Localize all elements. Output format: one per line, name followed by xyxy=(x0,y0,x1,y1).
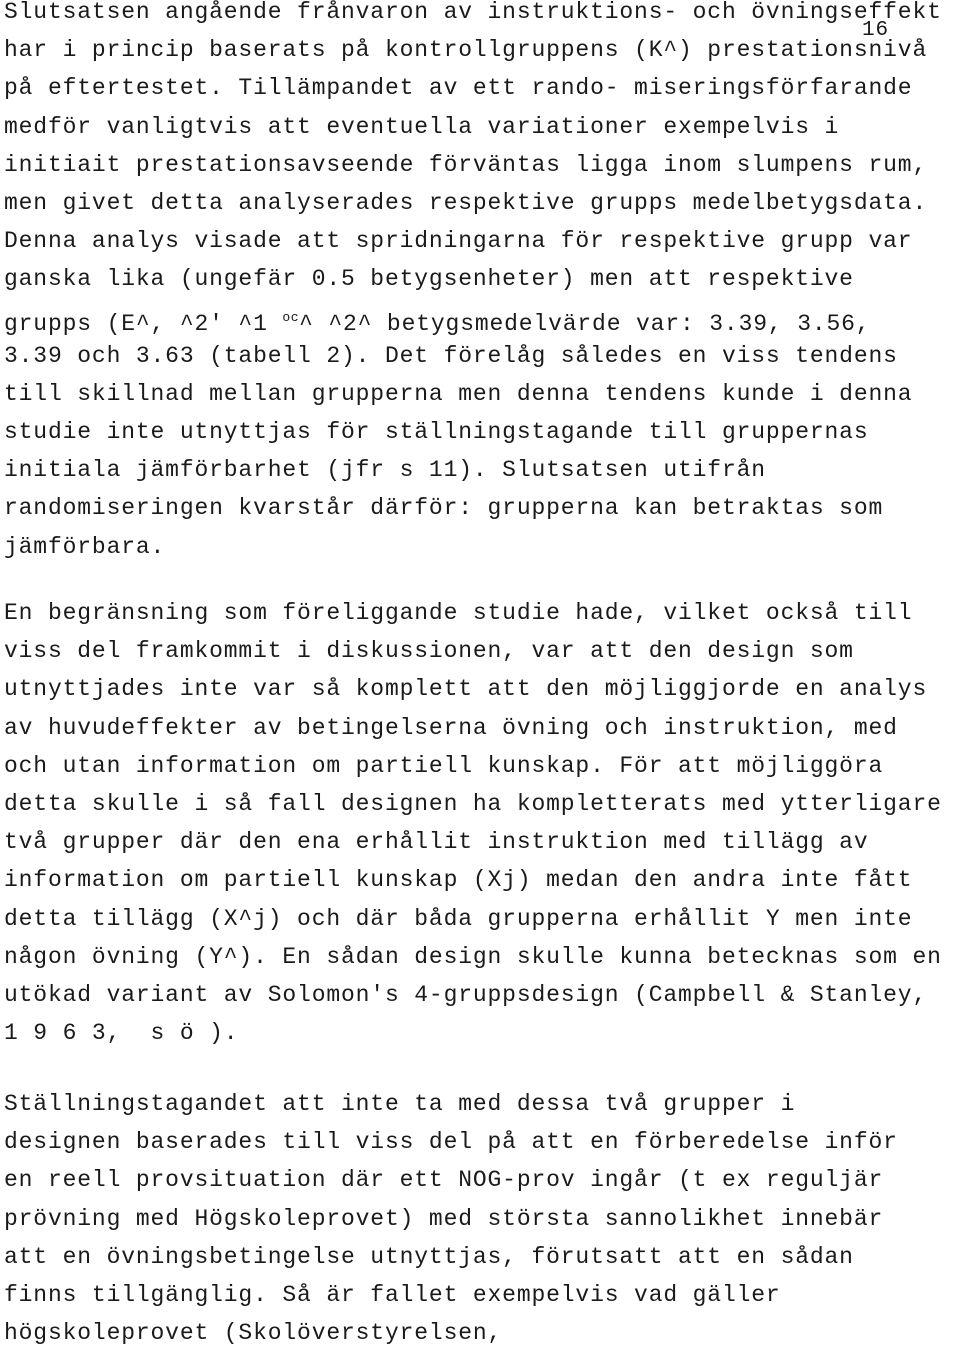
text-line: Slutsatsen angående frånvaron av instruktions- och övningseffekt xyxy=(4,0,942,25)
text-line-with-superscript xyxy=(4,306,942,344)
text-line: information om partiell kunskap (Xj) medan den andra inte fått xyxy=(4,867,913,894)
page-number: 16 xyxy=(862,19,889,42)
text-line: av huvudeffekter av betingelserna övning och instruktion, med xyxy=(4,714,898,741)
text-line: studie inte utnyttjas för ställningstagande till gruppernas xyxy=(4,419,869,446)
text-line: prövning med Högskoleprovet) med största sannolikhet innebär xyxy=(4,1205,884,1232)
text-line: randomiseringen kvarstår därför: grupperna kan betraktas som xyxy=(4,495,884,522)
text-line: på eftertestet. Tillämpandet av ett rando- miseringsförfarande xyxy=(4,75,913,102)
text-line: ganska lika (ungefär 0.5 betygsenheter) men att respektive xyxy=(4,266,854,293)
text-line: designen baserades till viss del på att en förberedelse inför xyxy=(4,1129,898,1156)
text-line: detta skulle i så fall designen ha kompletterats med ytterligare xyxy=(4,790,942,817)
text-line: har i princip baserats på kontrollgruppens (K^) prestationsnivå xyxy=(4,37,928,64)
superscript-text: oc xyxy=(282,309,300,325)
text-segment: ^ ^2^ betygsmedelvärde var: 3.39, 3.56, xyxy=(299,310,871,337)
text-line: och utan information om partiell kunskap. För att möjliggöra xyxy=(4,752,884,779)
text-line: två grupper där den ena erhållit instruktion med tillägg av xyxy=(4,829,869,856)
text-line: utökad variant av Solomon's 4-gruppsdesign (Campbell & Stanley, xyxy=(4,981,928,1008)
text-line: 3.39 och 3.63 (tabell 2). Det förelåg således en viss tendens xyxy=(4,342,898,369)
text-line: initiait prestationsavseende förväntas ligga inom slumpens rum, xyxy=(4,151,928,178)
text-line: någon övning (Y^). En sådan design skulle kunna betecknas som en xyxy=(4,943,942,970)
text-line: medför vanligtvis att eventuella variationer exempelvis i xyxy=(4,113,840,140)
text-line: En begränsning som föreliggande studie hade, vilket också till xyxy=(4,600,913,626)
text-line: finns tillgänglig. Så är fallet exempelvis vad gäller xyxy=(4,1281,781,1308)
text-line: utnyttjades inte var så komplett att den möjliggjorde en analys xyxy=(4,676,928,703)
paragraph-1 xyxy=(4,0,942,573)
text-line: men givet detta analyserades respektive grupps medelbetygsdata. xyxy=(4,189,928,216)
text-line: Denna analys visade att spridningarna för respektive grupp var xyxy=(4,228,913,255)
text-line: initiala jämförbarhet (jfr s 11). Slutsatsen utifrån xyxy=(4,457,766,484)
text-line: en reell provsituation där ett NOG-prov ingår (t ex reguljär xyxy=(4,1167,884,1194)
text-line: jämförbara. xyxy=(4,533,166,560)
text-line: 1 9 6 3, s ö ). xyxy=(4,1020,239,1047)
text-line: detta tillägg (X^j) och där båda grupperna erhållit Y men inte xyxy=(4,905,913,932)
text-line: att en övningsbetingelse utnyttjas, förutsatt att en sådan xyxy=(4,1243,854,1270)
text-segment: grupps (E^, ^2' ^1 xyxy=(4,310,283,337)
paragraph-2 xyxy=(4,601,942,1059)
text-line: högskoleprovet (Skolöverstyrelsen, xyxy=(4,1320,503,1347)
text-line: viss del framkommit i diskussionen, var att den design som xyxy=(4,638,854,665)
text-line: Ställningstagandet att inte ta med dessa två grupper i xyxy=(4,1091,796,1117)
text-line: till skillnad mellan grupperna men denna tendens kunde i denna xyxy=(4,380,913,407)
paragraph-3 xyxy=(4,1092,898,1359)
